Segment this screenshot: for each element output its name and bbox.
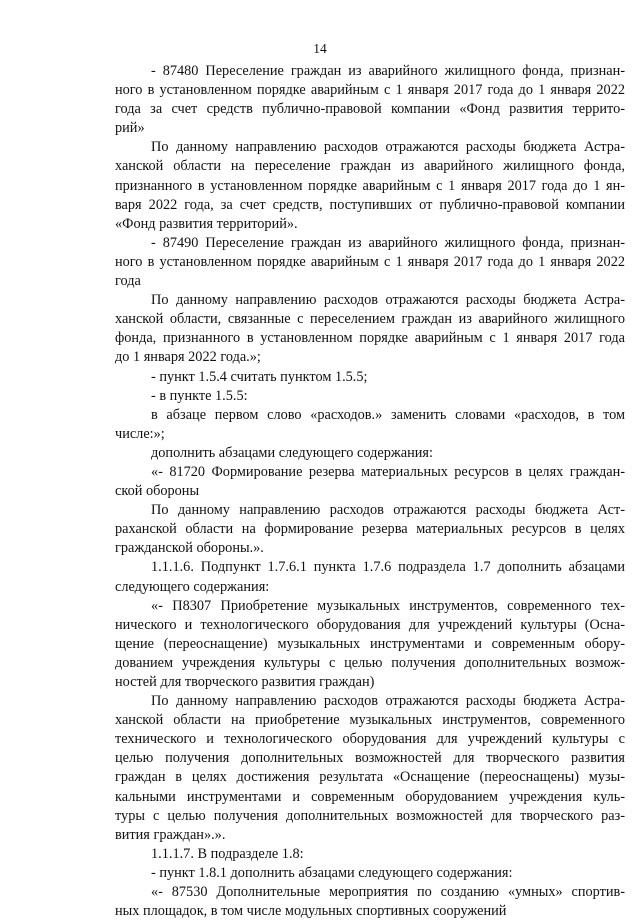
text-line: фонда, признанного в установленном порядке аварийным с 1 января 2017 года	[115, 330, 625, 347]
text-line: целью получения дополнительных возможностей для творческого развития	[115, 750, 625, 767]
paragraph	[115, 558, 625, 596]
text-line: рий»	[115, 120, 145, 137]
paragraph	[115, 692, 625, 845]
text-line: По данному направлению расходов отражаются расходы бюджета Аст-	[151, 502, 625, 519]
paragraph	[115, 883, 625, 921]
text-line: туры с целью получения дополнительных возможностей для творческого раз-	[115, 807, 625, 824]
document-body	[115, 62, 625, 921]
text-line: дополнить абзацами следующего содержания:	[151, 444, 433, 461]
paragraph	[115, 501, 625, 558]
text-line: признанного в установленном порядке аварийным с 1 января 2017 года до 1 ян-	[115, 177, 625, 194]
paragraph	[115, 463, 625, 501]
text-line: раханской области на формирование резерва материальных ресурсов в целях	[115, 521, 625, 538]
text-line: «- П8307 Приобретение музыкальных инструментов, современного тех-	[151, 597, 625, 614]
paragraph	[115, 845, 625, 864]
paragraph	[115, 138, 625, 233]
text-line: 1.1.1.6. Подпункт 1.7.6.1 пункта 1.7.6 подраздела 1.7 дополнить абзацами	[151, 559, 625, 576]
text-line: «Фонд развития территорий».	[115, 215, 298, 232]
paragraph	[115, 387, 625, 406]
text-line: года за счет средств публично-правовой компании «Фонд развития террито-	[115, 101, 625, 118]
paragraph	[115, 406, 625, 444]
text-line: ханской области, связанные с переселением граждан из аварийного жилищного	[115, 311, 625, 328]
text-line: - пункт 1.5.4 считать пунктом 1.5.5;	[151, 368, 368, 385]
text-line: до 1 января 2022 года.»;	[115, 349, 261, 366]
text-line: ханской области на приобретение музыкальных инструментов, современного	[115, 712, 625, 729]
text-line: По данному направлению расходов отражаются расходы бюджета Астра-	[151, 693, 625, 710]
text-line: варя 2022 года, за счет средств, поступивших от публично-правовой компании	[115, 196, 625, 213]
text-line: вития граждан».».	[115, 826, 226, 843]
text-line: гражданской обороны.».	[115, 540, 264, 557]
text-line: По данному направлению расходов отражаются расходы бюджета Астра-	[151, 139, 625, 156]
text-line: щение (переоснащение) музыкальных инструментами и современным обору-	[115, 635, 625, 652]
text-line: ханской области на переселение граждан из аварийного жилищного фонда,	[115, 158, 625, 175]
paragraph	[115, 62, 625, 138]
paragraph	[115, 864, 625, 883]
paragraph	[115, 234, 625, 291]
text-line: - в пункте 1.5.5:	[151, 387, 248, 404]
text-line: 1.1.1.7. В подразделе 1.8:	[151, 845, 304, 862]
text-line: нического и технологического оборудования для учреждений культуры (Осна-	[115, 616, 625, 633]
text-line: граждан в целях достижения результата «Оснащение (переоснащены) музы-	[115, 769, 625, 786]
text-line: ного в установленном порядке аварийным с 1 января 2017 года до 1 января 2022	[115, 253, 625, 270]
text-line: ного в установленном порядке аварийным с 1 января 2017 года до 1 января 2022	[115, 82, 625, 99]
text-line: - 87480 Переселение граждан из аварийного жилищного фонда, признан-	[151, 63, 625, 79]
text-line: - пункт 1.8.1 дополнить абзацами следующего содержания:	[151, 864, 513, 881]
text-line: - 87490 Переселение граждан из аварийного жилищного фонда, признан-	[151, 234, 625, 251]
text-line: года	[115, 273, 141, 290]
text-line: «- 87530 Дополнительные мероприятия по созданию «умных» спортив-	[151, 884, 625, 901]
paragraph	[115, 444, 625, 463]
text-line: технического и технологического оборудования для учреждений культуры с	[115, 731, 625, 748]
text-line: следующего содержания:	[115, 578, 270, 595]
page-number: 14	[313, 41, 327, 56]
paragraph	[115, 368, 625, 387]
text-line: По данному направлению расходов отражаются расходы бюджета Астра-	[151, 292, 625, 309]
text-line: ностей для творческого развития граждан)	[115, 674, 375, 690]
paragraph	[115, 291, 625, 367]
paragraph	[115, 597, 625, 692]
text-line: «- 81720 Формирование резерва материальных ресурсов в целях граждан-	[151, 463, 625, 480]
text-line: ской обороны	[115, 483, 200, 500]
text-line: ных площадок, в том числе модульных спортивных сооружений	[115, 903, 507, 920]
text-line: дованием учреждения культуры с целью получения дополнительных возмож-	[115, 654, 625, 671]
text-line: в абзаце первом слово «расходов.» заменить словами «расходов, в том	[151, 406, 625, 423]
text-line: числе:»;	[115, 425, 165, 442]
text-line: кальными инструментами и современным оборудованием учреждения куль-	[115, 788, 625, 805]
